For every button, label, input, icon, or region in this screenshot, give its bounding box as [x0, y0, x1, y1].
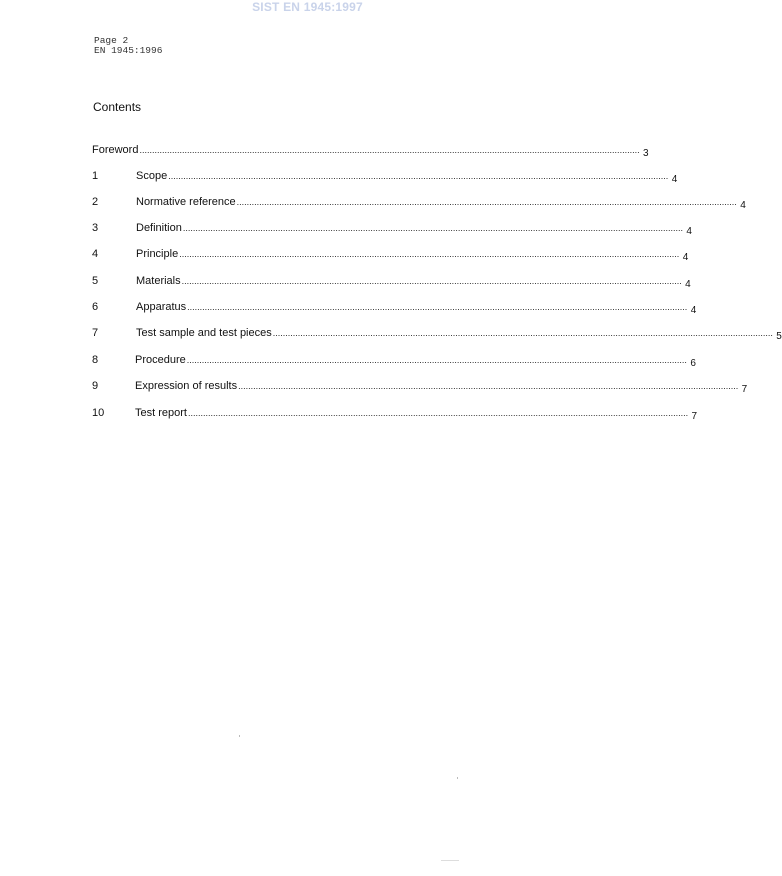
- toc-entry-title: Normative reference: [136, 196, 236, 208]
- toc-leader-dots: ........................................................................................................................................................................................................: [272, 328, 773, 338]
- toc-entry-number: 10: [92, 407, 105, 419]
- toc-entry-page: 3: [643, 148, 649, 159]
- toc-entry-test-report[interactable]: [92, 403, 698, 422]
- toc-entry-number: 7: [92, 327, 99, 339]
- toc-entry-principle[interactable]: [92, 244, 689, 263]
- toc-entry-title: Test sample and test pieces: [136, 327, 272, 339]
- toc-entry-title: Materials: [136, 275, 181, 287]
- toc-entry-scope[interactable]: [92, 166, 678, 185]
- toc-entry-page: 5: [776, 331, 782, 342]
- toc-entry-title: Scope: [136, 170, 168, 182]
- standard-reference-line: EN 1945:1996: [94, 45, 163, 56]
- toc-entry-test-sample[interactable]: [92, 323, 782, 342]
- watermark-text: SIST EN 1945:1997: [252, 0, 363, 14]
- toc-entry-page: 4: [682, 252, 689, 263]
- scan-speck: [457, 777, 458, 779]
- toc-entry-procedure[interactable]: [92, 350, 696, 369]
- toc-entry-number: 1: [92, 170, 99, 182]
- toc-entry-page: 4: [686, 226, 692, 237]
- toc-entry-number: 5: [92, 275, 99, 287]
- toc-leader-dots: ........................................................................................................................................................................................................: [236, 197, 737, 207]
- toc-entry-page: 7: [741, 384, 748, 395]
- page-header: [94, 36, 162, 56]
- toc-entry-number: 8: [92, 354, 99, 366]
- toc-entry-expression-of-results[interactable]: [92, 376, 748, 395]
- toc-entry-number: 9: [92, 380, 99, 392]
- toc-leader-dots: ........................................................................................................................................................................................................: [186, 355, 687, 365]
- toc-entry-definition[interactable]: [92, 218, 692, 237]
- toc-entry-number: 3: [92, 222, 99, 234]
- toc-entry-page: 4: [671, 174, 678, 185]
- toc-entry-page: 7: [691, 411, 698, 422]
- toc-entry-title: Definition: [136, 222, 182, 234]
- toc-entry-normative-reference[interactable]: [92, 192, 746, 211]
- toc-entry-title: Principle: [136, 248, 179, 260]
- toc-leader-dots: ........................................................................................................................................................................................................: [182, 223, 683, 233]
- toc-entry-title: Test report: [135, 407, 187, 419]
- page-number-line: Page 2: [94, 35, 129, 46]
- toc-entry-page: 4: [690, 305, 697, 316]
- toc-leader-dots: ........................................................................................................................................................................................................: [187, 302, 688, 312]
- scan-speck: [239, 735, 240, 737]
- toc-entry-foreword[interactable]: [92, 140, 649, 159]
- contents-heading: Contents: [93, 100, 142, 114]
- toc-entry-title: Foreword: [92, 144, 139, 156]
- toc-entry-apparatus[interactable]: [92, 297, 697, 316]
- toc-entry-number: 6: [92, 301, 99, 313]
- toc-leader-dots: ........................................................................................................................................................................................................: [181, 276, 682, 286]
- toc-leader-dots: ........................................................................................................................................................................................................: [179, 249, 680, 259]
- toc-entry-page: 4: [685, 279, 691, 290]
- toc-entry-page: 4: [740, 200, 746, 211]
- toc-entry-title: Expression of results: [135, 380, 238, 392]
- toc-entry-number: 2: [92, 196, 99, 208]
- toc-leader-dots: ........................................................................................................................................................................................................: [238, 381, 739, 391]
- toc-leader-dots: ........................................................................................................................................................................................................: [187, 408, 689, 418]
- toc-entry-number: 4: [92, 248, 99, 260]
- toc-leader-dots: ........................................................................................................................................................................................................: [139, 145, 640, 155]
- toc-entry-materials[interactable]: [92, 271, 691, 290]
- toc-entry-page: 6: [690, 358, 696, 369]
- toc-leader-dots: ........................................................................................................................................................................................................: [168, 171, 669, 181]
- scan-speck: [441, 860, 459, 861]
- toc-entry-title: Procedure: [135, 354, 186, 366]
- toc-entry-title: Apparatus: [136, 301, 187, 313]
